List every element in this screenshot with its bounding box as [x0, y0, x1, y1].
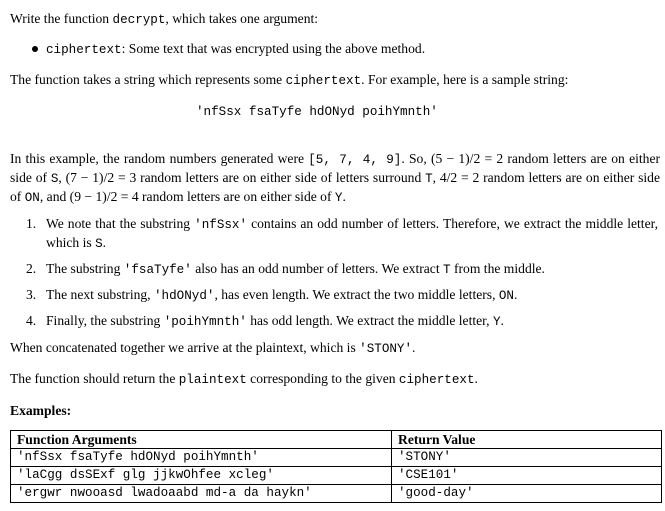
list-item: [26, 312, 658, 331]
return-text: [10, 370, 660, 389]
concat-post: .: [412, 340, 416, 355]
examples-table: [10, 430, 662, 503]
para-text-5: , and (9 − 1)/2 = 4 random letters are on either side of: [39, 189, 335, 204]
para-letter-y: Y: [334, 191, 343, 205]
step-text: from the middle.: [450, 261, 545, 276]
para-letter-t: T: [425, 172, 433, 186]
sample-string: 'nfSsx fsaTyfe hdONyd poihYmnth': [196, 105, 438, 119]
step-number: 3.: [26, 287, 37, 302]
step-text: , has even length. We extract the two middle letters,: [214, 287, 499, 302]
step-letter: T: [443, 263, 451, 277]
table-row: [11, 449, 662, 467]
bullet-dot-icon: [32, 46, 38, 52]
step-text: has odd length. We extract the middle letter,: [246, 313, 493, 328]
step-letter: S: [95, 237, 103, 251]
example-explanation: [10, 150, 660, 207]
return-code-ciphertext: ciphertext: [398, 373, 475, 387]
table-cell-return: 'STONY': [392, 449, 662, 467]
steps-list: [26, 215, 658, 338]
para-text-6: .: [342, 189, 346, 204]
para-text-3: , (7 − 1)/2 = 3 random letters are on either side of letters surround: [58, 170, 426, 185]
takes-pre: The function takes a string which represents some: [10, 72, 286, 87]
table-cell-argument: 'nfSsx fsaTyfe hdONyd poihYmnth': [11, 449, 392, 467]
para-letter-s: S: [50, 172, 59, 186]
step-text: also has an odd number of letters. We extract: [191, 261, 444, 276]
step-substring: 'poihYmnth': [163, 315, 247, 329]
step-text: The next substring,: [46, 287, 154, 302]
step-substring: 'hdONyd': [153, 289, 215, 303]
step-letter: Y: [492, 315, 501, 329]
intro-text: [10, 10, 660, 29]
table-cell-return: 'CSE101': [392, 467, 662, 485]
takes-post: . For example, here is a sample string:: [361, 72, 569, 87]
return-mid: corresponding to the given: [246, 371, 399, 386]
header-return-value: Return Value: [392, 431, 662, 449]
para-letters-on: ON: [24, 191, 40, 205]
takes-code: ciphertext: [285, 74, 362, 88]
step-number: 1.: [26, 216, 37, 231]
step-substring: 'fsaTyfe': [123, 263, 192, 277]
list-item: [26, 215, 658, 253]
para-text-4: , 4/2 = 2 random letters are on either side of: [10, 170, 660, 204]
table-header-row: [11, 431, 662, 449]
list-item: [26, 286, 658, 305]
argument-name: ciphertext: [46, 43, 122, 57]
step-text: The substring: [46, 261, 124, 276]
function-name: decrypt: [112, 13, 166, 27]
return-post: .: [474, 371, 478, 386]
step-text: .: [514, 287, 518, 302]
step-number: 4.: [26, 313, 37, 328]
step-text: contains an odd number of letters. Therefore, we extract the middle letter, which is: [46, 216, 659, 250]
step-substring: 'nfSsx': [194, 218, 248, 232]
step-text: .: [102, 235, 107, 250]
argument-bullet: [32, 40, 652, 59]
intro-post: , which takes one argument:: [165, 11, 319, 26]
list-item: [26, 260, 658, 279]
header-function-arguments: Function Arguments: [11, 431, 392, 449]
step-number: 2.: [26, 261, 37, 276]
para-text-1: In this example, the random numbers generated were: [10, 151, 309, 166]
step-text: Finally, the substring: [46, 313, 164, 328]
takes-text: [10, 71, 660, 90]
table-row: [11, 485, 662, 503]
argument-description: : Some text that was encrypted using the above method.: [121, 41, 426, 56]
random-numbers: [5, 7, 4, 9]: [308, 153, 402, 167]
table-row: [11, 467, 662, 485]
step-letter: ON: [498, 289, 514, 303]
intro-pre: Write the function: [10, 11, 113, 26]
concat-text: [10, 339, 660, 358]
concat-pre: When concatenated together we arrive at the plaintext, which is: [10, 340, 360, 355]
para-text-2: . So, (5 − 1)/2 = 2 random letters are on either side of: [10, 151, 661, 185]
table-cell-return: 'good-day': [392, 485, 662, 503]
return-pre: The function should return the: [10, 371, 179, 386]
step-text: We note that the substring: [46, 216, 195, 231]
table-cell-argument: 'laCgg dsSExf glg jjkwOhfee xcleg': [11, 467, 392, 485]
return-code-plaintext: plaintext: [178, 373, 247, 387]
step-text: .: [500, 313, 504, 328]
table-cell-argument: 'ergwr nwooasd lwadoaabd md-a da haykn': [11, 485, 392, 503]
examples-heading: Examples:: [10, 403, 72, 418]
plaintext-result: 'STONY': [359, 342, 413, 356]
